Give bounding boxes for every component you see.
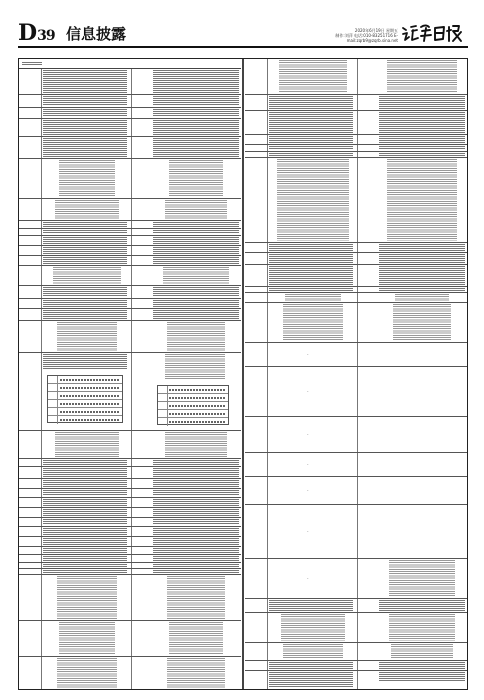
table-row	[245, 59, 467, 95]
table-row	[19, 69, 241, 95]
table-row	[19, 518, 241, 527]
table-row	[19, 199, 241, 221]
table-row	[19, 621, 241, 657]
column-header-text	[22, 62, 42, 65]
empty-row: -	[245, 505, 467, 559]
left-column	[19, 59, 241, 689]
row-text	[153, 70, 239, 93]
table-row	[19, 95, 241, 108]
table-row	[19, 119, 241, 137]
table-row	[19, 137, 241, 159]
table-row	[19, 479, 241, 489]
disclosure-table	[18, 58, 468, 690]
table-row	[245, 111, 467, 135]
column-separator	[242, 59, 244, 689]
page-header	[0, 0, 484, 50]
table-row	[19, 489, 241, 498]
table-row	[19, 575, 241, 621]
table-row: -	[245, 559, 467, 599]
table-row	[19, 159, 241, 199]
header-info	[286, 28, 398, 43]
table-row	[19, 229, 241, 236]
table-row	[19, 299, 241, 309]
table-row	[245, 95, 467, 111]
table-row	[245, 599, 467, 613]
table-row	[245, 671, 467, 689]
table-row	[19, 236, 241, 246]
table-row	[245, 135, 467, 145]
embedded-table	[157, 385, 229, 425]
table-row	[245, 158, 467, 243]
table-row	[245, 293, 467, 303]
row-text	[43, 70, 127, 93]
table-row	[19, 256, 241, 266]
empty-row: -	[245, 453, 467, 477]
table-row	[19, 321, 241, 353]
empty-row: -	[245, 477, 467, 505]
page-number: D39	[18, 20, 55, 46]
table-row	[19, 431, 241, 459]
table-row	[19, 467, 241, 479]
right-column	[245, 59, 467, 689]
table-row	[19, 108, 241, 119]
empty-row: -	[245, 367, 467, 417]
newspaper-logo	[400, 22, 468, 44]
table-row	[19, 498, 241, 508]
publication-date: 2020年6月19日 星期五	[354, 28, 398, 33]
table-row	[245, 613, 467, 643]
table-row	[245, 265, 467, 287]
table-row	[19, 266, 241, 286]
table-row	[19, 555, 241, 563]
header-rule	[18, 46, 468, 48]
table-row	[19, 657, 241, 689]
table-row	[245, 243, 467, 253]
table-row	[245, 145, 467, 152]
table-row	[19, 286, 241, 299]
empty-row: -	[245, 417, 467, 453]
table-row	[19, 459, 241, 467]
table-row	[19, 221, 241, 229]
embedded-table	[47, 375, 123, 423]
table-row	[19, 537, 241, 547]
table-row	[19, 309, 241, 321]
empty-row: -	[245, 343, 467, 367]
table-row	[245, 253, 467, 265]
table-row	[19, 246, 241, 256]
contact-line: 制作:刘萍 电话:010-83251716 E-mail:zqrb9@zqrb.sina.net	[335, 33, 398, 43]
section-title: 信息披露	[66, 25, 127, 43]
table-row	[19, 547, 241, 555]
table-row	[19, 353, 241, 431]
table-row	[245, 643, 467, 661]
table-row	[19, 508, 241, 518]
table-row	[245, 303, 467, 343]
table-row	[19, 527, 241, 537]
table-row	[245, 661, 467, 671]
column-header	[19, 59, 241, 69]
